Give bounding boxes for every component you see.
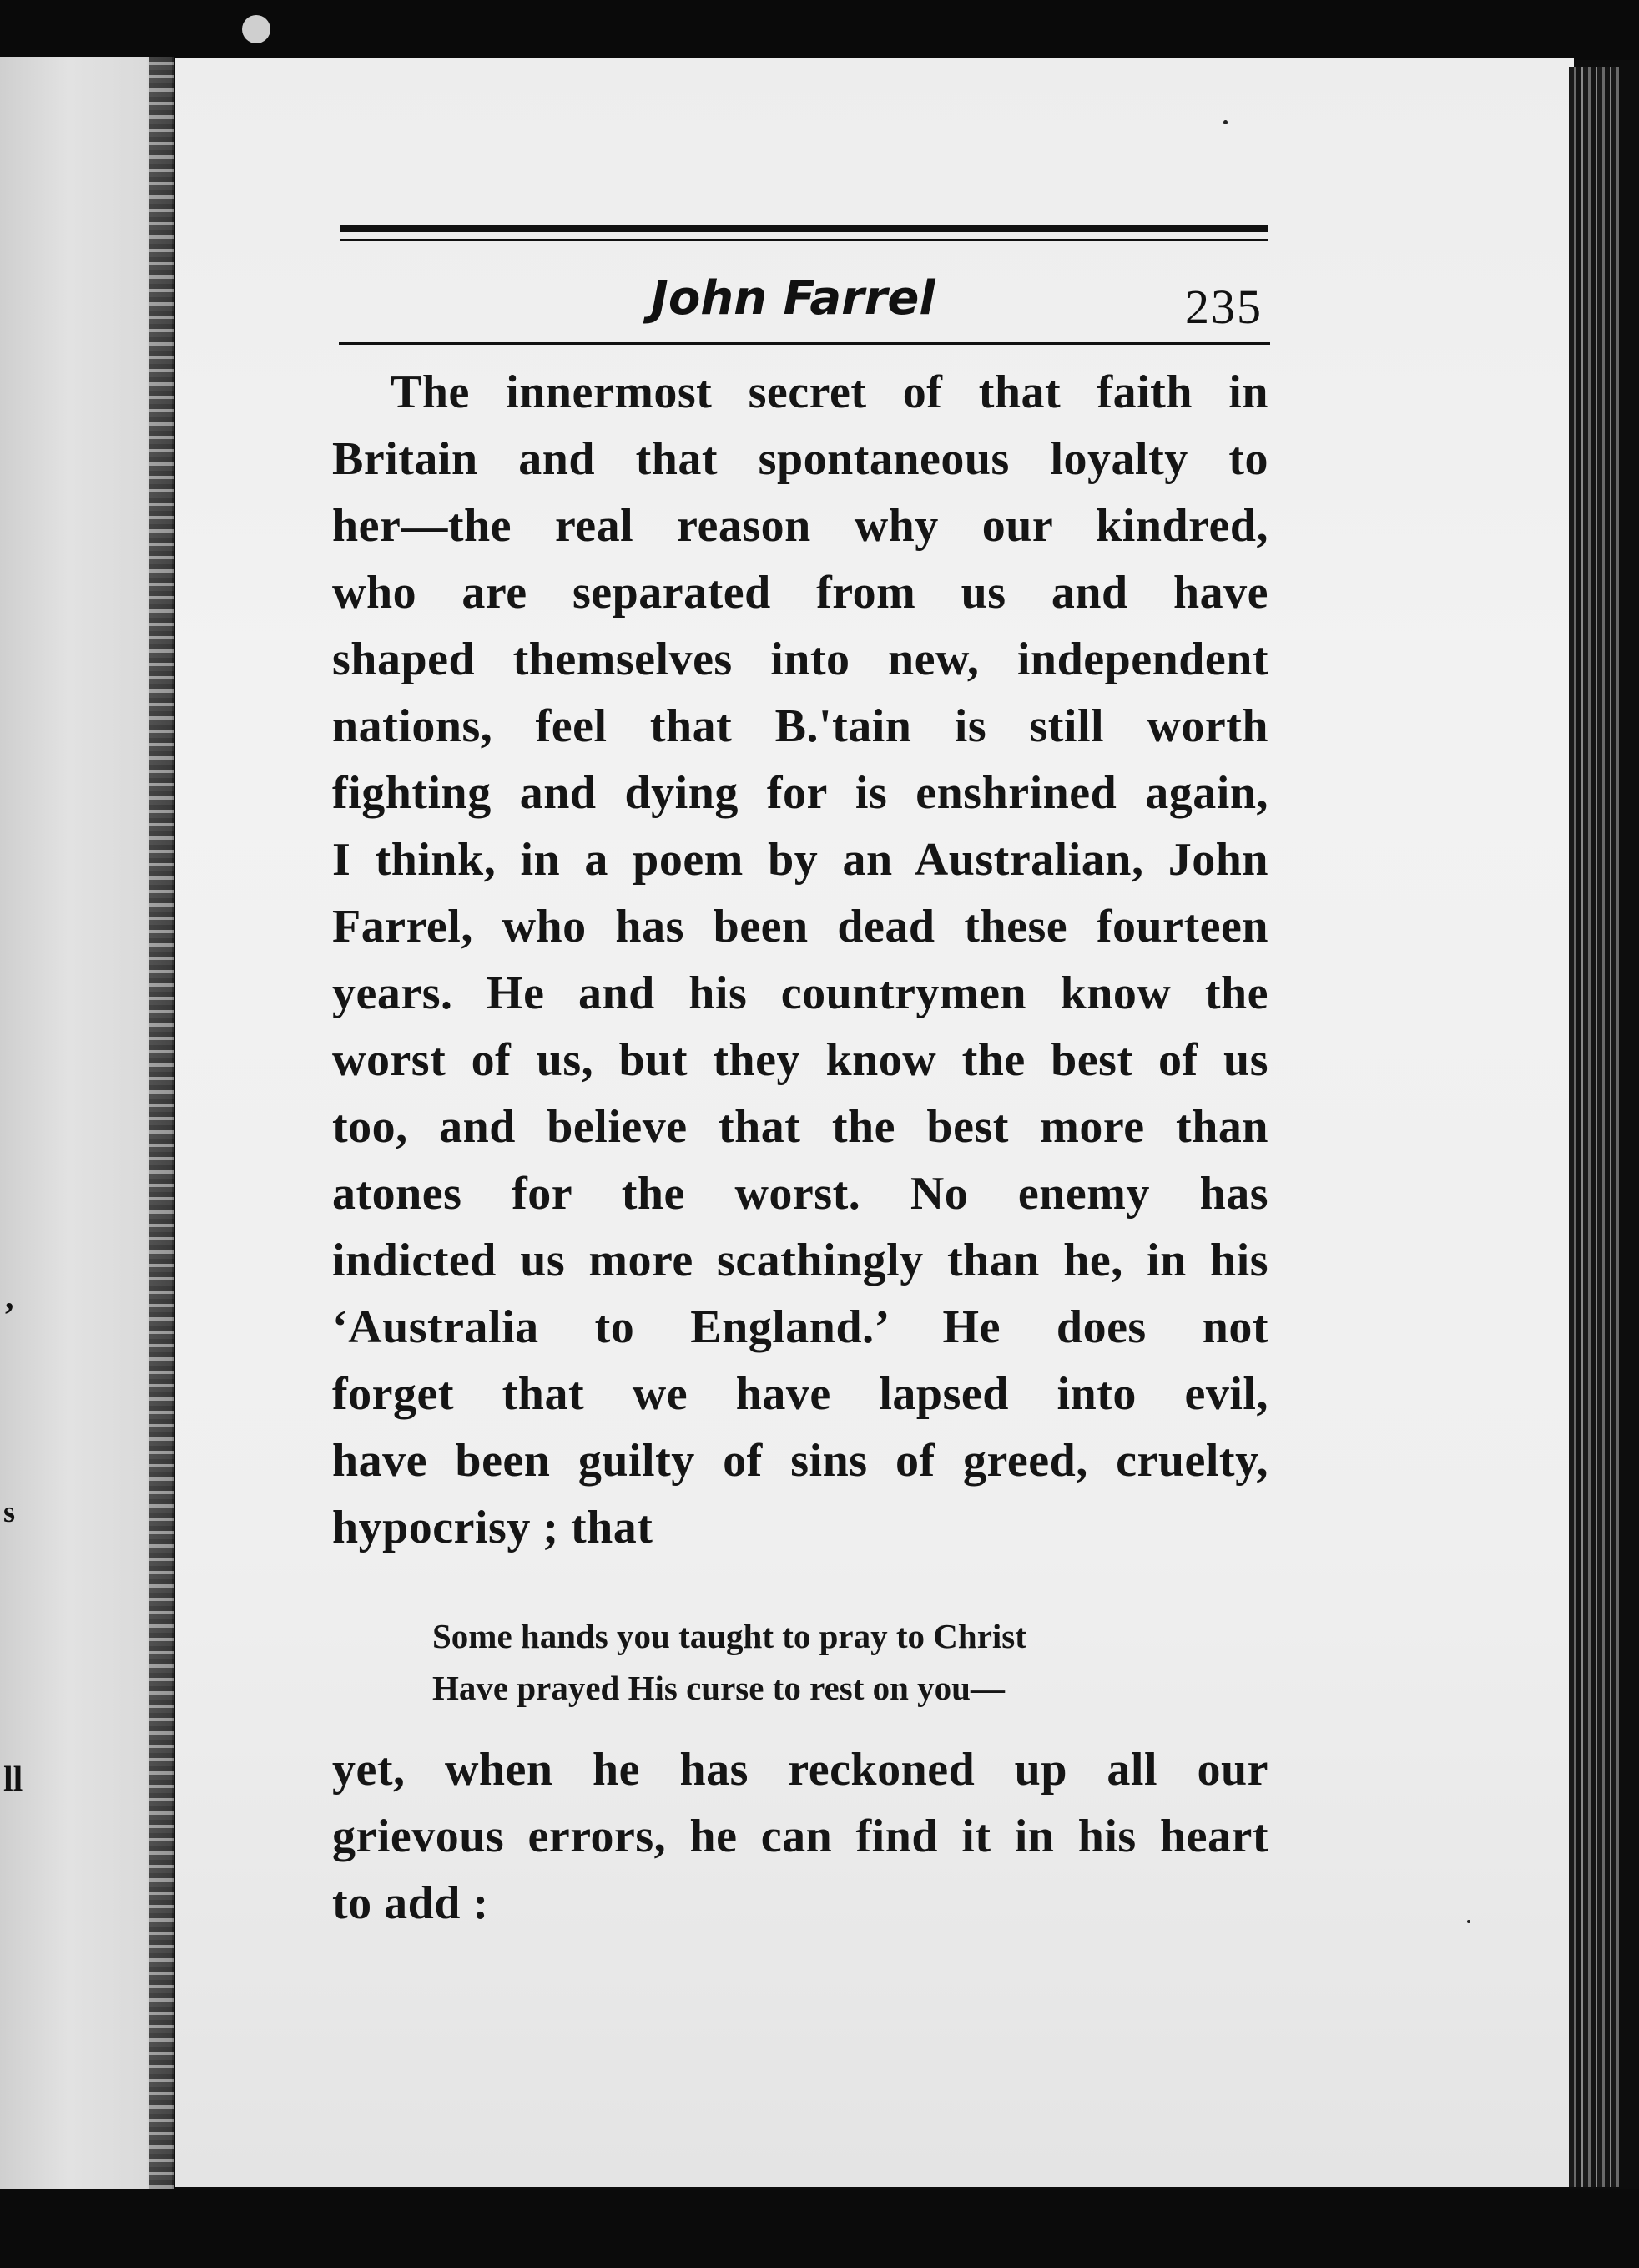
text-line: fighting and dying for is enshrined again, [332,767,1268,819]
text-line: her—the real reason why our kindred, [332,500,1268,552]
text-line: grievous errors, he can find it in his heart [332,1811,1268,1862]
text-line: hypocrisy ; that [332,1502,653,1553]
header-underline [339,342,1270,345]
facing-page-fragment: , [5,1278,14,1316]
text-line: too, and believe that the best more than [332,1101,1268,1153]
text-line: I think, in a poem by an Australian, John [332,834,1268,886]
page-edge-right [1569,67,1619,2187]
scan-speck [1467,1920,1470,1923]
text-line: atones for the worst. No enemy has [332,1168,1268,1220]
text-line: years. He and his countrymen know the [332,967,1268,1019]
scan-speck [1223,120,1228,124]
text-line: forget that we have lapsed into evil, [332,1368,1268,1420]
text-line: Britain and that spontaneous loyalty to [332,433,1268,485]
facing-page-gutter [149,57,174,2194]
page-number: 235 [1185,280,1263,334]
text-line: yet, when he has reckoned up all our [332,1744,1268,1796]
text-line: ‘Australia to England.’ He does not [332,1301,1268,1353]
text-line: nations, feel that B.'tain is still worth [332,700,1268,752]
text-line: to add : [332,1877,489,1929]
verse-line: Have prayed His curse to rest on you— [432,1669,1005,1707]
text-line: shaped themselves into new, independent [332,634,1268,685]
scan-border-bottom [0,2189,1639,2268]
text-line: have been guilty of sins of greed, cruelty, [332,1435,1268,1487]
text-line: The innermost secret of that faith in [391,366,1268,418]
running-title: John Farrel [651,271,935,326]
header-double-rule-bottom [340,239,1268,241]
facing-page [0,57,172,2194]
text-line: worst of us, but they know the best of us [332,1034,1268,1086]
scan-speck [242,15,270,43]
facing-page-fragment: s [3,1495,16,1528]
facing-page-fragment: ll [3,1760,23,1799]
text-line: indicted us more scathingly than he, in his [332,1235,1268,1286]
verse-line: Some hands you taught to pray to Christ [432,1617,1026,1655]
text-line: Farrel, who has been dead these fourteen [332,901,1268,952]
header-double-rule-top [340,225,1268,232]
text-line: who are separated from us and have [332,567,1268,619]
